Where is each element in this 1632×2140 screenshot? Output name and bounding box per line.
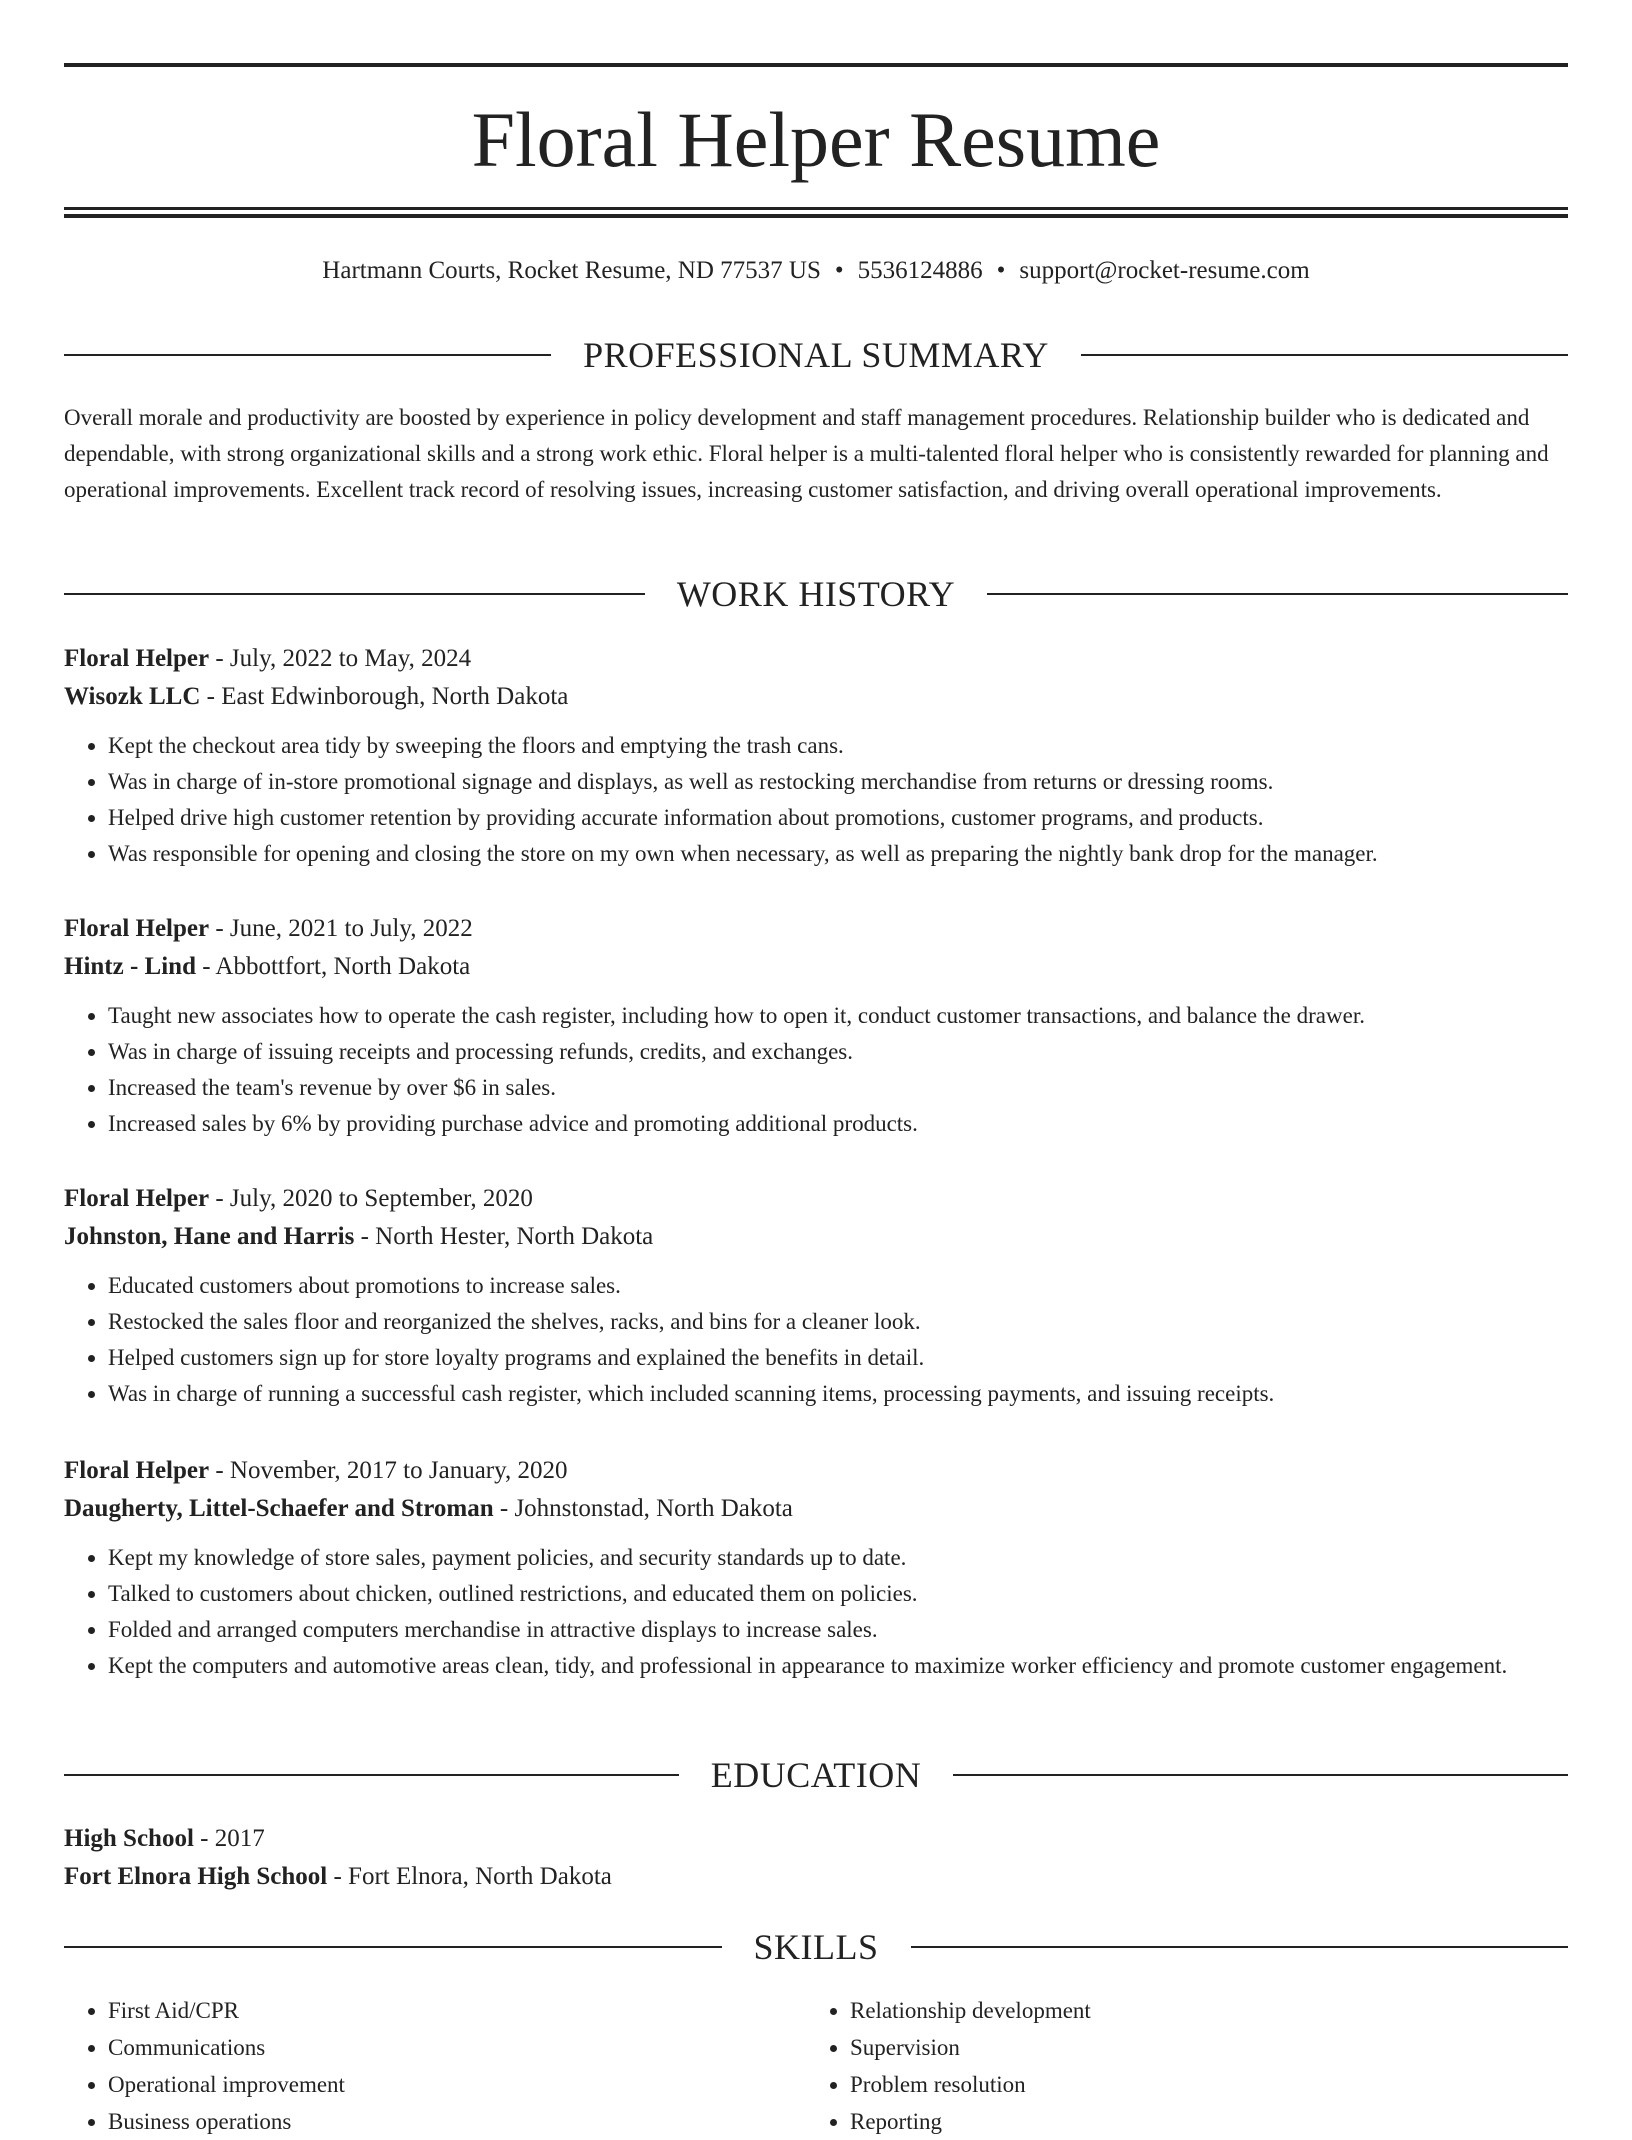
skill-item: • Supervision <box>850 2029 1548 2066</box>
skill-item: • Operational improvement <box>108 2066 806 2103</box>
job-bullets <box>64 998 1568 1142</box>
contact-line <box>64 255 1568 287</box>
job-company: Hintz - Lind <box>64 953 196 980</box>
job-bullet: • Talked to customers about chicken, outlined restrictions, and educated them on policies. <box>108 1576 1568 1612</box>
job-bullet: • Educated customers about promotions to increase sales. <box>108 1268 1568 1304</box>
skill-item: • Problem resolution <box>850 2066 1548 2103</box>
skills-column-right <box>806 1992 1548 2140</box>
skill-item: • Communications <box>108 2029 806 2066</box>
job-entry <box>64 640 1568 872</box>
job-bullet: • Was in charge of running a successful cash register, which included scanning items, processing payments, and issuing receipts. <box>108 1376 1568 1412</box>
section-header-summary <box>64 333 1568 377</box>
job-title: Floral Helper <box>64 915 210 942</box>
job-title-line <box>64 910 1568 948</box>
section-header-education <box>64 1753 1568 1797</box>
job-bullets <box>64 728 1568 872</box>
contact-address: Hartmann Courts, Rocket Resume, ND 77537 US <box>322 257 821 284</box>
education-school: Fort Elnora High School <box>64 1863 328 1890</box>
job-bullet: • Was responsible for opening and closing the store on my own when necessary, as well as preparing the nightly bank drop for the manager. <box>108 836 1568 872</box>
skills-list <box>64 1992 1568 2140</box>
header-top-rule <box>64 63 1568 67</box>
job-bullet: • Kept my knowledge of store sales, payment policies, and security standards up to date. <box>108 1540 1568 1576</box>
job-title-line <box>64 1452 1568 1490</box>
contact-separator: • <box>996 257 1006 284</box>
job-location: - Abbottfort, North Dakota <box>195 953 471 980</box>
contact-phone: 5536124886 <box>857 257 983 284</box>
job-dates: - November, 2017 to January, 2020 <box>209 1457 568 1484</box>
job-dates: - July, 2020 to September, 2020 <box>209 1185 533 1212</box>
contact-email[interactable]: support@rocket-resume.com <box>1019 257 1310 284</box>
job-company: Wisozk LLC <box>64 683 201 710</box>
section-header-skills <box>64 1925 1568 1969</box>
job-bullets <box>64 1268 1568 1412</box>
job-bullet: • Helped drive high customer retention by providing accurate information about promotions, customer programs, and products. <box>108 800 1568 836</box>
section-rule-right <box>1081 354 1568 356</box>
job-bullet: • Increased sales by 6% by providing purchase advice and promoting additional products. <box>108 1106 1568 1142</box>
job-bullet: • Was in charge of issuing receipts and processing refunds, credits, and exchanges. <box>108 1034 1568 1070</box>
job-company-line <box>64 678 1568 716</box>
education-degree: High School <box>64 1825 194 1852</box>
job-bullet: • Was in charge of in-store promotional signage and displays, as well as restocking merchandise from returns or dressing rooms. <box>108 764 1568 800</box>
job-bullet: • Helped customers sign up for store loyalty programs and explained the benefits in detail. <box>108 1340 1568 1376</box>
section-rule-left <box>64 354 551 356</box>
job-entry <box>64 1180 1568 1412</box>
job-title: Floral Helper <box>64 1457 210 1484</box>
education-entry <box>64 1820 1568 1896</box>
job-bullet: • Kept the checkout area tidy by sweeping the floors and emptying the trash cans. <box>108 728 1568 764</box>
job-entry <box>64 910 1568 1142</box>
resume-title: Floral Helper Resume <box>471 96 1161 183</box>
skill-item: • Reporting <box>850 2103 1548 2140</box>
skill-item: • Relationship development <box>850 1992 1548 2029</box>
professional-summary-text: Overall morale and productivity are boosted by experience in policy development and staff management procedures. Relationship builder who is dedicated and dependable, with strong organizational skills and a strong work ethic. Floral helper is a multi-talented floral helper who is consistently rewarded for planning and operational improvements. Excellent track record of resolving issues, increasing customer satisfaction, and driving overall operational improvements. <box>64 405 1549 502</box>
job-location: - Johnstonstad, North Dakota <box>493 1495 793 1522</box>
job-title: Floral Helper <box>64 1185 210 1212</box>
job-bullet: • Increased the team's revenue by over $6 in sales. <box>108 1070 1568 1106</box>
job-location: - East Edwinborough, North Dakota <box>200 683 569 710</box>
job-company: Daugherty, Littel-Schaefer and Stroman <box>64 1495 494 1522</box>
education-degree-line <box>64 1820 1568 1858</box>
section-header-work-history <box>64 572 1568 616</box>
job-bullets <box>64 1540 1568 1684</box>
job-bullet: • Kept the computers and automotive areas clean, tidy, and professional in appearance to maximize worker efficiency and promote customer engagement. <box>108 1648 1568 1684</box>
section-rule-right <box>987 593 1568 595</box>
job-bullet: • Taught new associates how to operate the cash register, including how to open it, conduct customer transactions, and balance the drawer. <box>108 998 1568 1034</box>
job-title-line <box>64 1180 1568 1218</box>
section-rule-left <box>64 593 645 595</box>
job-company-line <box>64 948 1568 986</box>
education-year: - 2017 <box>193 1825 265 1852</box>
skills-column-left <box>64 1992 806 2140</box>
section-title: EDUCATION <box>710 1755 922 1795</box>
job-bullet: • Folded and arranged computers merchandise in attractive displays to increase sales. <box>108 1612 1568 1648</box>
header-double-rule <box>64 207 1568 218</box>
job-title: Floral Helper <box>64 645 210 672</box>
skill-item: • First Aid/CPR <box>108 1992 806 2029</box>
contact-separator: • <box>834 257 844 284</box>
job-dates: - July, 2022 to May, 2024 <box>209 645 472 672</box>
job-company-line <box>64 1218 1568 1256</box>
job-dates: - June, 2021 to July, 2022 <box>209 915 473 942</box>
job-company-line <box>64 1490 1568 1528</box>
section-title: WORK HISTORY <box>676 574 956 614</box>
section-rule-left <box>64 1946 722 1948</box>
job-company: Johnston, Hane and Harris <box>64 1223 355 1250</box>
section-title: PROFESSIONAL SUMMARY <box>583 335 1049 375</box>
section-rule-right <box>953 1774 1568 1776</box>
section-rule-left <box>64 1774 679 1776</box>
education-school-line <box>64 1858 1568 1896</box>
job-bullet: • Restocked the sales floor and reorganized the shelves, racks, and bins for a cleaner look. <box>108 1304 1568 1340</box>
skill-item: • Business operations <box>108 2103 806 2140</box>
job-entry <box>64 1452 1568 1684</box>
education-location: - Fort Elnora, North Dakota <box>327 1863 612 1890</box>
section-rule-right <box>911 1946 1569 1948</box>
job-title-line <box>64 640 1568 678</box>
job-location: - North Hester, North Dakota <box>354 1223 654 1250</box>
section-title: SKILLS <box>753 1927 879 1967</box>
